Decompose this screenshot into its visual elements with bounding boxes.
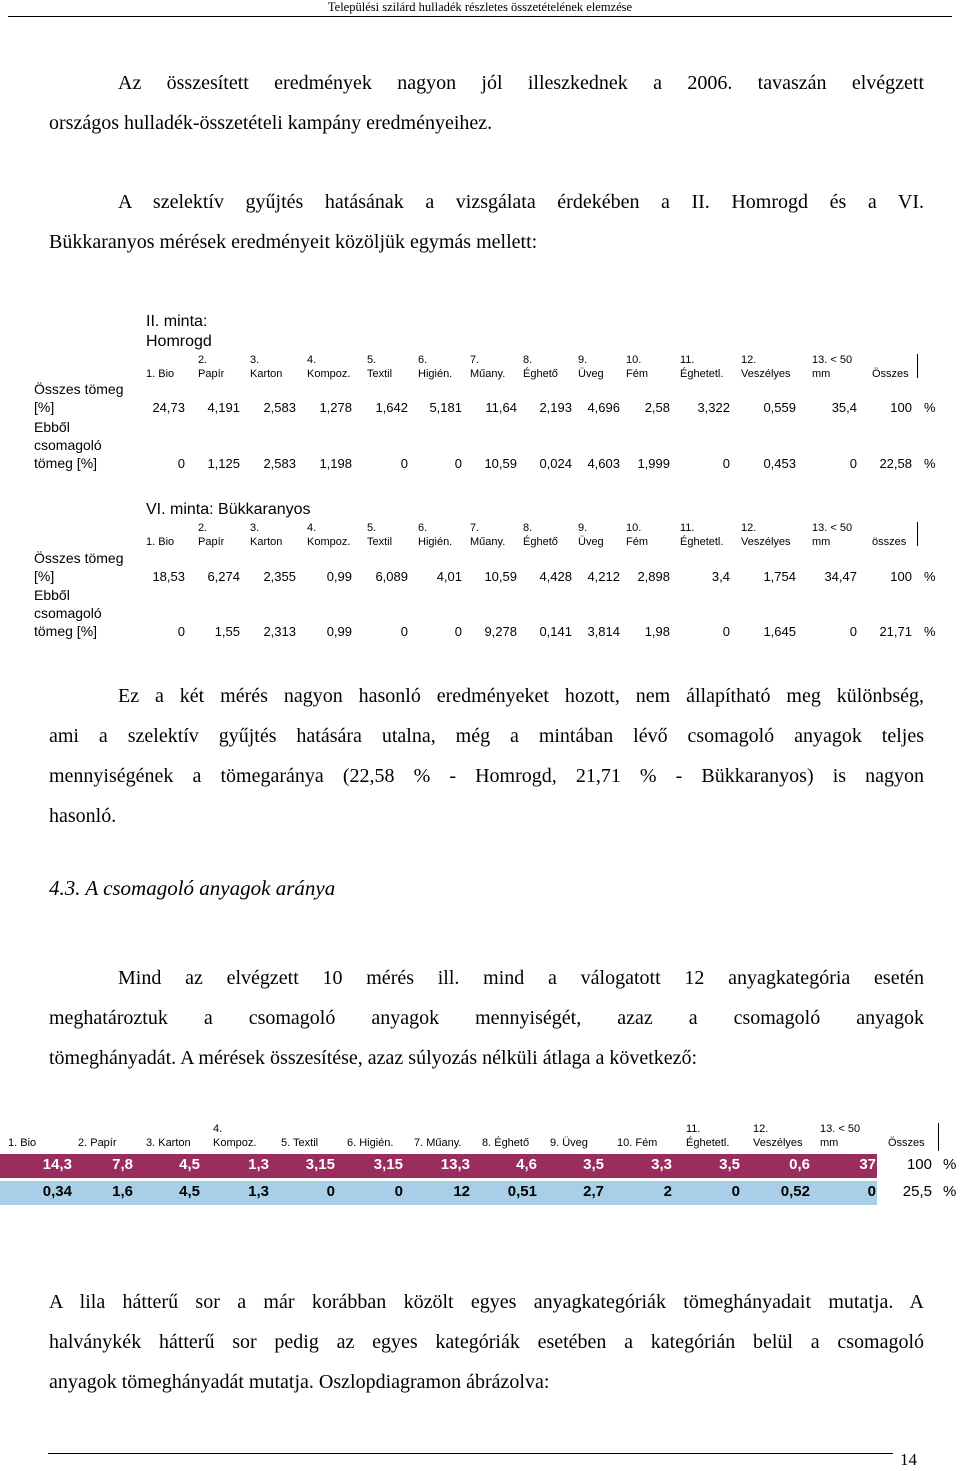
column-header-line — [617, 1122, 692, 1136]
table-cell: 1,645 — [763, 624, 796, 639]
table-cell: 1,278 — [319, 400, 352, 415]
row-label-line: csomagoló — [34, 437, 102, 453]
column-header-line: 8. — [523, 354, 533, 366]
column-header-line: 3. — [250, 354, 260, 366]
paragraph-1-line-2: országos hulladék-összetételi kampány eredményeihez. — [49, 112, 493, 134]
table-cell: 0,141 — [539, 624, 572, 639]
summary-cell: 4,5 — [179, 1156, 200, 1173]
row-label-line: Ebből — [34, 419, 70, 435]
column-header-line: Papír — [198, 536, 225, 548]
summary-cell: 3,3 — [651, 1156, 672, 1173]
table-cell: 22,58 — [879, 456, 912, 471]
column-header — [812, 353, 877, 381]
column-header-line: 11. — [680, 354, 695, 366]
table-cell: 0 — [849, 624, 857, 639]
table-cell: 2,355 — [263, 569, 296, 584]
table-cell: 2,313 — [263, 624, 296, 639]
paragraph-3-line-2: ami a szelektív gyűjtés hatására utalna, még a mintában lévő csomagoló anyagok teljes — [49, 725, 924, 747]
table-cell: 0 — [722, 456, 730, 471]
summary-cell: 14,3 — [42, 1156, 72, 1173]
table-cell: 0,559 — [763, 400, 796, 415]
column-header-line: 5. — [367, 522, 377, 534]
paragraph-5-line-2: halványkék hátterű sor pedig az egyes kategóriák esetében a kategórián belül a csomagoló — [49, 1331, 924, 1353]
column-header-line — [347, 1122, 423, 1136]
table-cell: 9,278 — [484, 624, 517, 639]
table-cell: 1,198 — [319, 456, 352, 471]
column-header-line — [281, 1122, 355, 1136]
table-cell: 1,98 — [644, 624, 670, 639]
table-cell: 0,99 — [326, 624, 352, 639]
summary-cell: 0 — [731, 1183, 740, 1200]
table-cell: 4,696 — [587, 400, 620, 415]
paragraph-5-line-3: anyagok tömeghányadát mutatja. Oszlopdiagramon ábrázolva: — [49, 1371, 550, 1393]
table-cell: 4,191 — [207, 400, 240, 415]
column-header-line: 5. — [367, 354, 377, 366]
column-header-line: Kompoz. — [213, 1137, 257, 1149]
column-header-line: Éghetetl. — [686, 1137, 730, 1149]
summary-cell: 1,3 — [248, 1156, 269, 1173]
header-rule — [8, 16, 952, 17]
table-cell: 3,4 — [711, 569, 730, 584]
paragraph-5 — [49, 1282, 924, 1402]
column-header-line — [872, 521, 932, 535]
row-label-line: [%] — [34, 399, 55, 415]
summary-cell: 0 — [867, 1183, 876, 1200]
column-header-line: összes — [872, 536, 907, 548]
column-header — [347, 1122, 423, 1150]
column-header — [146, 1122, 220, 1150]
table-cell: 2,583 — [263, 400, 296, 415]
paragraph-3 — [49, 676, 924, 836]
column-header-line: Higién. — [418, 536, 453, 548]
summary-cell: 100 — [906, 1156, 932, 1173]
unit-label: % — [924, 624, 936, 639]
column-header — [307, 353, 372, 381]
table-cell: 4,01 — [436, 569, 462, 584]
column-header-line: 12. — [741, 522, 757, 534]
table-cell: 0,453 — [763, 456, 796, 471]
column-header-line: 9. — [578, 522, 588, 534]
table-cell: 18,53 — [152, 569, 185, 584]
table-cell: 100 — [890, 569, 912, 584]
table-cell: 0 — [722, 624, 730, 639]
table-1-title — [146, 312, 212, 352]
summary-cell: 1,6 — [112, 1183, 133, 1200]
table-cell: 0 — [454, 624, 462, 639]
column-header-line — [78, 1122, 153, 1136]
column-header-line: Üveg — [578, 536, 604, 548]
summary-cell: 1,3 — [248, 1183, 269, 1200]
table-1-title-line-1: II. minta: — [146, 313, 208, 330]
row-label-line: tömeg [%] — [34, 455, 98, 471]
column-header-line: 11. — [680, 522, 695, 534]
column-header-line: 6. — [418, 522, 428, 534]
summary-cell: 3,5 — [583, 1156, 604, 1173]
row-label-line: Ebből — [34, 587, 70, 603]
table-1-title-line-2: Homrogd — [146, 333, 212, 350]
column-header-line: mm — [812, 368, 831, 380]
column-header-line — [146, 1122, 220, 1136]
table-cell: 4,603 — [587, 456, 620, 471]
table-1-row-1-label — [34, 380, 123, 416]
column-header-line: Összes — [872, 368, 909, 380]
running-header: Települési szilárd hulladék részletes összetételének elemzése — [327, 0, 633, 14]
paragraph-3-line-4: hasonló. — [49, 805, 117, 827]
column-header-line: 13. < 50 — [820, 1123, 861, 1135]
column-header — [482, 1122, 557, 1150]
summary-cell: 4,6 — [516, 1156, 537, 1173]
paragraph-3-line-3: mennyiségének a tömegaránya (22,58 % - Homrogd, 21,71 % - Bükkaranyos) is nagyon — [49, 765, 924, 787]
column-header-line: 11. — [686, 1123, 701, 1135]
summary-cell: 2 — [663, 1183, 672, 1200]
column-header — [872, 521, 932, 549]
table-cell: 35,4 — [831, 400, 857, 415]
paragraph-4-line-2: meghatároztuk a csomagoló anyagok mennyiségét, azaz a csomagoló anyagok — [49, 1007, 924, 1029]
paragraph-3-line-1: Ez a két mérés nagyon hasonló eredményeket hozott, nem állapítható meg különbség, — [118, 685, 924, 707]
column-header — [753, 1122, 830, 1150]
column-header-line: 7. — [470, 354, 480, 366]
column-header-line: 6. Higién. — [347, 1137, 394, 1149]
column-header — [213, 1122, 289, 1150]
table-2-row-2-label — [34, 586, 102, 640]
table-2-title: VI. minta: Bükkaranyos — [146, 501, 311, 518]
column-header-line: 2. Papír — [78, 1137, 117, 1149]
column-header — [617, 1122, 692, 1150]
summary-border — [938, 1123, 939, 1151]
summary-cell: 25,5 — [902, 1183, 932, 1200]
column-header-line: 3. — [250, 522, 260, 534]
table-cell: 0 — [454, 456, 462, 471]
paragraph-2-line-1: A szelektív gyűjtés hatásának a vizsgálata érdekében a II. Homrogd és a VI. — [118, 191, 924, 213]
column-header-line — [482, 1122, 557, 1136]
column-header-line: Karton — [250, 536, 283, 548]
table-cell: 21,71 — [879, 624, 912, 639]
summary-cell: 0,51 — [507, 1183, 537, 1200]
column-header-line: 10. — [626, 522, 642, 534]
column-header — [741, 521, 816, 549]
column-header — [812, 521, 877, 549]
summary-cell: 0,52 — [780, 1183, 810, 1200]
column-header-line — [414, 1122, 490, 1136]
summary-cell: 3,15 — [373, 1156, 403, 1173]
table-cell: 2,193 — [539, 400, 572, 415]
column-header — [680, 353, 750, 381]
unit-label: % — [943, 1183, 957, 1200]
column-header — [146, 521, 205, 549]
table-cell: 2,58 — [644, 400, 670, 415]
table-cell: 10,59 — [484, 456, 517, 471]
summary-cell: 0,34 — [42, 1183, 72, 1200]
row-label-line: tömeg [%] — [34, 623, 98, 639]
paragraph-1 — [49, 63, 924, 143]
column-header-line: 12. — [753, 1123, 769, 1135]
column-header-line: 12. — [741, 354, 757, 366]
column-header-line: 1. Bio — [146, 536, 175, 548]
table-cell: 0,99 — [326, 569, 352, 584]
column-header — [307, 521, 372, 549]
column-header-line: 13. < 50 — [812, 522, 853, 534]
column-header — [686, 1122, 760, 1150]
paragraph-4-line-1: Mind az elvégzett 10 mérés ill. mind a válogatott 12 anyagkategória esetén — [118, 967, 924, 989]
column-header-line: Műany. — [470, 536, 506, 548]
row-label-line: csomagoló — [34, 605, 102, 621]
paragraph-2-line-2: Bükkaranyos mérések eredményeit közöljük egymás mellett: — [49, 231, 538, 253]
summary-cell: 3,5 — [719, 1156, 740, 1173]
summary-cell: 7,8 — [112, 1156, 133, 1173]
column-header-line: 9. — [578, 354, 588, 366]
paragraph-2 — [49, 182, 924, 262]
footer-rule — [48, 1453, 893, 1454]
unit-label: % — [924, 456, 936, 471]
summary-cell: 2,7 — [583, 1183, 604, 1200]
column-header-line: Éghető — [523, 368, 558, 380]
column-header-line: Textil — [367, 536, 393, 548]
summary-cell: 3,15 — [305, 1156, 335, 1173]
column-header-line: mm — [820, 1137, 839, 1149]
table-cell: 1,754 — [763, 569, 796, 584]
summary-cell: 12 — [453, 1183, 470, 1200]
column-header-line: Papír — [198, 368, 225, 380]
table-cell: 3,814 — [587, 624, 620, 639]
column-header-line: 2. — [198, 522, 208, 534]
summary-cell: 4,5 — [179, 1183, 200, 1200]
column-header-line: Higién. — [418, 368, 453, 380]
table-1-border — [917, 354, 918, 378]
table-cell: 0 — [400, 456, 408, 471]
column-header-line: Kompoz. — [307, 536, 351, 548]
unit-label: % — [943, 1156, 957, 1173]
table-cell: 1,642 — [375, 400, 408, 415]
table-cell: 2,583 — [263, 456, 296, 471]
column-header — [146, 353, 205, 381]
column-header-line: Összes — [888, 1137, 925, 1149]
column-header-line: Textil — [367, 368, 393, 380]
column-header-line: 3. Karton — [146, 1137, 191, 1149]
table-2-row-1-label — [34, 549, 123, 585]
column-header-line: Veszélyes — [741, 368, 791, 380]
row-label-line: [%] — [34, 568, 55, 584]
table-cell: 4,212 — [587, 569, 620, 584]
column-header — [680, 521, 750, 549]
column-header-line: 10. Fém — [617, 1137, 658, 1149]
paragraph-4 — [49, 958, 924, 1078]
column-header-line — [550, 1122, 624, 1136]
column-header-line: 4. — [213, 1123, 223, 1135]
table-cell: 24,73 — [152, 400, 185, 415]
table-cell: 0 — [177, 456, 185, 471]
table-cell: 0 — [177, 624, 185, 639]
column-header-line — [146, 521, 205, 535]
column-header-line: 5. Textil — [281, 1137, 319, 1149]
table-cell: 10,59 — [484, 569, 517, 584]
column-header-line: Karton — [250, 368, 283, 380]
column-header-line: 1. Bio — [8, 1137, 37, 1149]
column-header-line: 13. < 50 — [812, 354, 853, 366]
summary-cell: 0 — [326, 1183, 335, 1200]
table-cell: 1,55 — [214, 624, 240, 639]
table-cell: 3,322 — [697, 400, 730, 415]
table-cell: 5,181 — [429, 400, 462, 415]
table-cell: 1,125 — [207, 456, 240, 471]
column-header-line: Éghető — [523, 536, 558, 548]
summary-cell: 0,6 — [789, 1156, 810, 1173]
column-header-line: Műany. — [470, 368, 506, 380]
paragraph-5-line-1: A lila hátterű sor a már korábban közölt egyes anyagkategóriák tömeghányadait mutatja. A — [49, 1291, 924, 1313]
column-header — [741, 353, 816, 381]
column-header-line: 6. — [418, 354, 428, 366]
column-header-line: 10. — [626, 354, 642, 366]
section-heading: 4.3. A csomagoló anyagok aránya — [49, 876, 336, 900]
column-header-line: 9. Üveg — [550, 1137, 588, 1149]
column-header-line: Fém — [626, 536, 648, 548]
unit-label: % — [924, 569, 936, 584]
column-header-line: 4. — [307, 522, 317, 534]
column-header-line: Kompoz. — [307, 368, 351, 380]
paragraph-4-line-3: tömeghányadát. A mérések összesítése, azaz súlyozás nélküli átlaga a következő: — [49, 1047, 698, 1069]
column-header-line: 2. — [198, 354, 208, 366]
column-header-line: 7. Műany. — [414, 1137, 462, 1149]
page-number: 14 — [900, 1450, 917, 1469]
column-header-line — [146, 353, 205, 367]
table-cell: 0 — [849, 456, 857, 471]
column-header-line: 1. Bio — [146, 368, 175, 380]
column-header-line: Fém — [626, 368, 648, 380]
column-header-line — [888, 1122, 952, 1136]
column-header-line: 8. Éghető — [482, 1137, 530, 1149]
table-cell: 1,999 — [637, 456, 670, 471]
table-cell: 0,024 — [539, 456, 572, 471]
column-header-line: Veszélyes — [753, 1137, 803, 1149]
table-cell: 0 — [400, 624, 408, 639]
paragraph-1-line-1: Az összesített eredmények nagyon jól illeszkednek a 2006. tavaszán elvégzett — [118, 72, 924, 94]
table-cell: 2,898 — [637, 569, 670, 584]
column-header-line: mm — [812, 536, 831, 548]
column-header — [888, 1122, 952, 1150]
column-header — [820, 1122, 896, 1150]
summary-cell: 0 — [394, 1183, 403, 1200]
summary-cell: 37 — [859, 1156, 876, 1173]
table-cell: 11,64 — [485, 400, 517, 415]
table-cell: 6,089 — [375, 569, 408, 584]
column-header-line: Éghetetl. — [680, 368, 724, 380]
column-header — [414, 1122, 490, 1150]
row-label-line: Összes tömeg — [34, 550, 124, 566]
column-header-line: Veszélyes — [741, 536, 791, 548]
column-header-line: Üveg — [578, 368, 604, 380]
table-1-row-2-label — [34, 418, 102, 472]
column-header-line: Éghetetl. — [680, 536, 724, 548]
table-cell: 6,274 — [207, 569, 240, 584]
column-header-line: 8. — [523, 522, 533, 534]
table-cell: 4,428 — [539, 569, 572, 584]
row-label-line: Összes tömeg — [34, 381, 124, 397]
column-header-line: 7. — [470, 522, 480, 534]
column-header — [281, 1122, 355, 1150]
unit-label: % — [924, 400, 936, 415]
table-2-border — [917, 522, 918, 546]
table-cell: 34,47 — [824, 569, 857, 584]
column-header — [78, 1122, 153, 1150]
column-header-line — [872, 353, 932, 367]
column-header — [550, 1122, 624, 1150]
table-cell: 100 — [890, 400, 912, 415]
summary-cell: 13,3 — [440, 1156, 470, 1173]
column-header — [872, 353, 932, 381]
column-header-line: 4. — [307, 354, 317, 366]
